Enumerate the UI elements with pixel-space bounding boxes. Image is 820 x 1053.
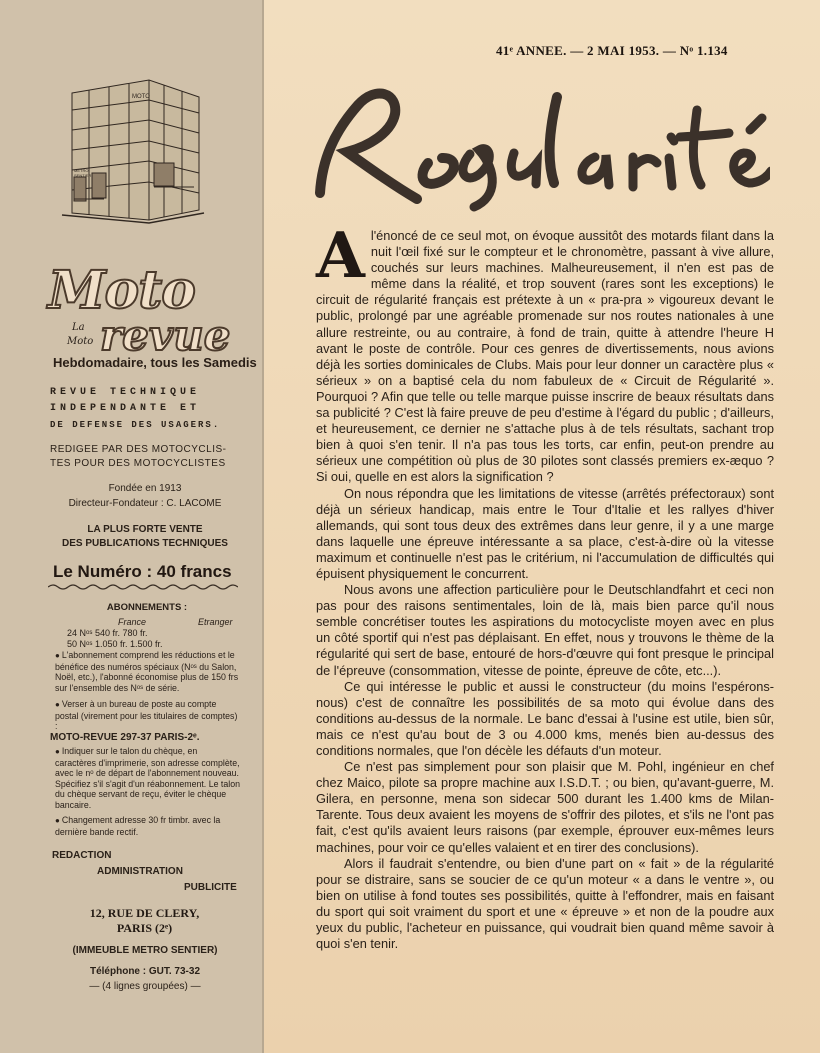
phone-lines-note: — (4 lignes groupées) — [89,981,201,992]
cheque-instructions: ● Indiquer sur le talon du chèque, en caractères d'imprimerie, son adresse complète, avec le nᵒ de départ de l'abonnement nouveau. Spécifiez s'il s'agit d'un réabonnement. Le talon du chèque servant de reçu, éviter le chèque bancaire. [55,746,240,810]
abos-france-label: France [118,617,147,627]
logo-revue: revue [100,311,231,360]
decorative-wave [48,583,238,591]
article-body [316,218,774,952]
revue-line-2: INDEPENDANTE ET [50,403,201,414]
article-title [300,75,770,220]
article-paragraph-2: On nous répondra que les limitations de vitesse (arrêtés préfectoraux) sont déjà un sérieux handicap, mais entre le Tour d'Italie et les rallyes d'hiver allemands, qui sont tous deux des extrêmes dans leur genre, il y a une marge dans laquelle une épreuve intéressante a sa place, c'est-à-dire où la vitesse maximum et continuelle n'est pas le critérium, ni l'accumulation de difficultés qui épuisent physiquement le concurrent. [316,485,774,581]
title-scribble [300,75,770,220]
logo-moto: Moto [48,260,195,321]
address-block [82,906,207,936]
building-illustration [54,75,209,225]
address-line-1: 12, RUE DE CLERY, [89,906,200,920]
sales-line-2: DES PUBLICATIONS TECHNIQUES [62,538,228,549]
dropcap: A [316,218,365,292]
redigee-line-1: REDIGEE PAR DES MOTOCYCLIS- [50,444,227,455]
subscriptions-title: ABONNEMENTS : [106,602,188,613]
abos-row-2: 50 Nᵒˢ 1.050 fr. 1.500 fr. [67,639,163,649]
revue-line-3: DE DEFENSE DES USAGERS. [50,420,221,430]
administration-label: ADMINISTRATION [97,866,183,877]
revue-line-1: REVUE TECHNIQUE [50,387,201,398]
svg-text:SENTIER: SENTIER [74,173,92,178]
svg-text:METRO: METRO [74,168,89,173]
redaction-label: REDACTION [52,850,112,861]
article-paragraph-3: Nous avons une affection particulière pour le Deutschlandfahrt et ceci non pas pour des raisons sentimentales, loin de là, mais bien parce qu'il nous semble concrétiser toutes les aspirations du motocycliste moyen avec en plus un côté sportif qui n'est pas déplaisant. En effet, nous y trouvons le thème de la régularité qui sert de base, entouré de hors-d'œuvre qui font presque le principal de l'épreuve (consommation, vitesse de pointe, épreuve de côte, etc...). [316,582,774,678]
subscription-benefits: ● L'abonnement comprend les réductions et le bénéfice des numéros spéciaux (Nᵒˢ du Salon, Noël, etc.), l'abonné économise plus de 150 frs sur l'ensemble des Nᵒˢ de série. [55,650,240,693]
abos-row-1: 24 Nᵒˢ 540 fr. 780 fr. [67,628,148,638]
address-line-2: PARIS (2ᵉ) [116,921,173,935]
article-paragraph-1 [316,218,774,486]
address-change: ● Changement adresse 30 fr timbr. avec la dernière bande rectif. [55,815,240,837]
sidebar-masthead [0,0,264,1053]
postal-account: MOTO-REVUE 297-37 PARIS-2ᵉ. [50,732,200,743]
logo-la: La [72,322,85,333]
sales-line-1: LA PLUS FORTE VENTE [87,524,203,535]
subscriptions [52,602,242,650]
logo-moto-small: Moto [67,336,94,347]
article-paragraph-5: Ce n'est pas simplement pour son plaisir que M. Pohl, ingénieur en chef chez Maico, pilote sa propre machine aux I.S.D.T. ; ou bien, qu'avant-guerre, M. Gilera, en personne, mena son sidecar 500 durant les 1.400 kms de Milan-Tarente. Tous deux avaient les moyens de s'offrir des pilotes, et s'ils ne l'ont pas fait, c'est qu'ils avaient leurs raisons (par exemple, éprouver eux-mêmes leurs machines, pour voir ce qu'elles valaient et en tirer des conclusions). [316,759,774,855]
founded-line: Fondée en 1913 [108,483,182,494]
svg-text:MOTO: MOTO [132,94,150,100]
article-paragraph-4: Ce qui intéresse le public et aussi le constructeur (du moins l'espérons-nous) c'est de connaître les possibilités de sa moto qui évolue dans des conditions au-dessus de la normale. Le banc d'essai à l'usine est utile, bien sûr, mais ce n'est qu'au bout de 3 ou 4.000 kms, menés bien au-dessus des conditions normales, que l'on décèle les défauts d'un moteur. [316,678,774,758]
article-paragraph-6: Alors il faudrait s'entendre, ou bien d'une part on « fait » de la régularité pour se distraire, sans se soucier de ce qu'un moteur « a dans le ventre », ou bien on utilise à fond toutes ses possibilités, quitte à l'effondrer, mais en faisant du sport qui soit vraiment du sport et une « épreuve » et non de la poudre aux yeux du public, l'acheteur en puissance, qui voudrait bien quand même savoir à quoi s'en tenir. [316,855,774,952]
abos-etranger-label: Etranger [198,617,233,627]
publicite-label: PUBLICITE [184,882,237,893]
article-paragraph-1-text: l'énoncé de ce seul mot, on évoque aussitôt des motards filant dans la nuit l'œil fixé sur le compteur et le chronomètre, passant à vive allure, couchés sur leurs machines. Malheureusement, il n'en est pas de même dans la réalité, et trop souvent (rares sont les exceptions) le circuit de régularité français est prétexte à un « pra-pra » vigoureux devant le public, prolongé par une agréable promenade sur nos routes nationales à une allure restreinte, ou au contraire, à fond de train, quitte à attendre l'heure H avant le poste de contrôle. Pour ces genres de divertissements, nous avions déjà les sorties dominicales de Clubs. Mais pour leur donner un caractère plus « sérieux » on a baptisé cela du nom fabuleux de « Circuit de Régularité ». Pourquoi ? Afin que telle ou telle marque puisse inscrire de beaux résultats dans sa publicité ? C'est là faire preuve de peu d'estime à l'égard du public ; d'ailleurs, et heureusement, ce dernier ne s'attache plus à de tels résultats, sachant trop bien à quoi s'en tenir. Il n'a pas tous les torts, car enfin, peut-on prendre au sérieux une compétition où plus de 30 pilotes sont classés premiers ex-æquo ? Si oui, quelle en est alors la signification ? [316,228,774,485]
issue-date-line: 41ᵉ ANNEE. — 2 MAI 1953. — Nᵒ 1.134 [496,43,728,58]
postal-instructions: ● Verser à un bureau de poste au compte postal (virement pour les titulaires de comptes) : [55,699,240,732]
redigee-line-2: TES POUR DES MOTOCYCLISTES [50,458,226,469]
phone-line: Téléphone : GUT. 73-32 [89,966,201,977]
weekly-tagline: Hebdomadaire, tous les Samedis [53,355,257,370]
price-line: Le Numéro : 40 francs [53,562,232,581]
building-line: (IMMEUBLE METRO SENTIER) [72,945,218,956]
director-line: Directeur-Fondateur : C. LACOME [68,498,222,509]
